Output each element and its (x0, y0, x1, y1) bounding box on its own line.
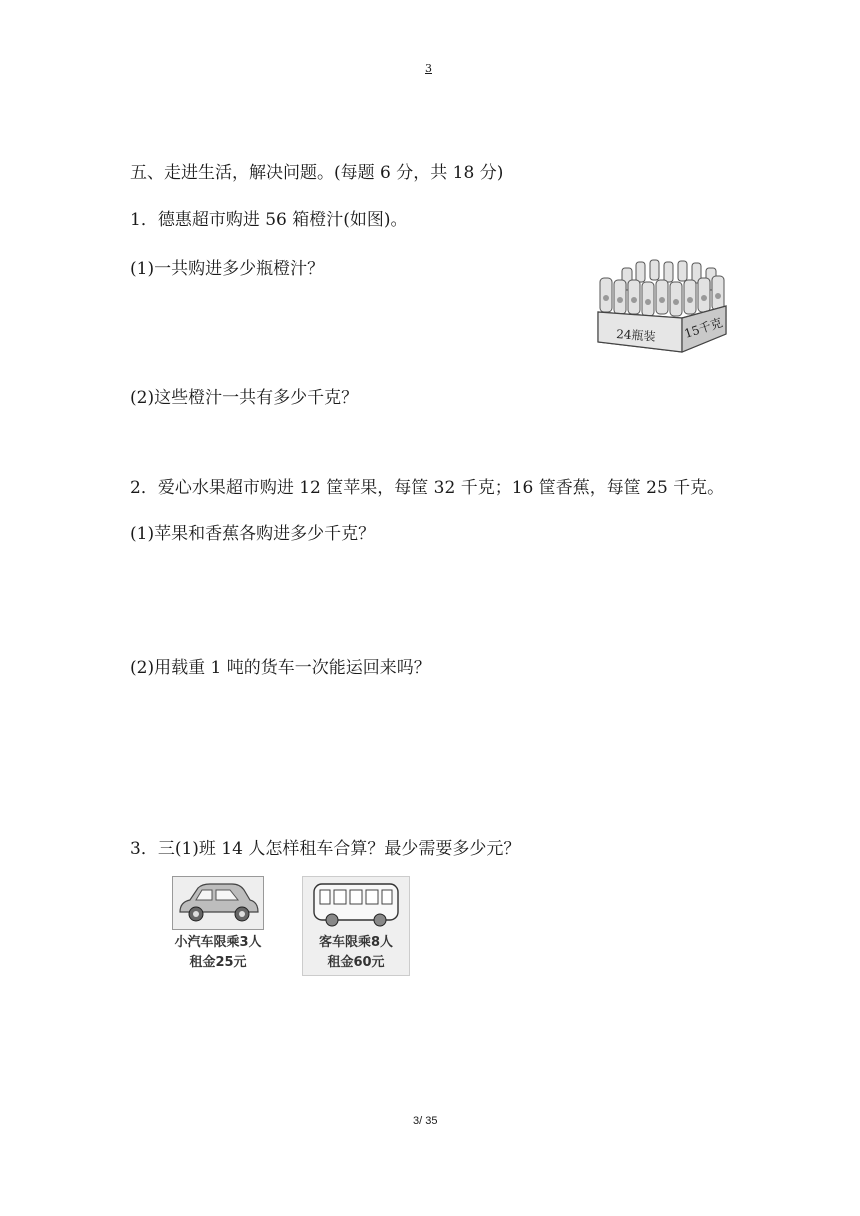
car-rental-card (172, 876, 264, 976)
car-rent-label: 租金25元 (189, 955, 247, 970)
car-icon (172, 876, 264, 930)
question-2-stem: 2．爱心水果超市购进 12 筐苹果，每筐 32 千克；16 筐香蕉，每筐 25 千克。 (130, 478, 725, 498)
crate-side-label: 15千克 (682, 315, 725, 341)
question-3-stem: 3．三(1)班 14 人怎样租车合算？最少需要多少元？ (130, 839, 521, 859)
page-footer: 3/ 35 (413, 1115, 438, 1127)
question-1-stem: 1．德惠超市购进 56 箱橙汁(如图)。 (130, 210, 408, 230)
question-1-part-2: (2)这些橙汁一共有多少千克？ (130, 388, 359, 408)
car-capacity-label: 小汽车限乘3人 (174, 935, 262, 950)
section-title: 五、走进生活，解决问题。(每题 6 分，共 18 分) (130, 163, 504, 183)
crate-front-label: 24瓶装 (615, 327, 656, 344)
bus-rent-label: 租金60元 (327, 955, 385, 970)
page-mark: 3 (425, 62, 432, 75)
bus-rental-card (302, 876, 410, 976)
juice-crate-illustration (592, 256, 732, 356)
question-2-part-2: (2)用载重 1 吨的货车一次能运回来吗？ (130, 658, 431, 678)
question-1-part-1: (1)一共购进多少瓶橙汁？ (130, 259, 325, 279)
question-2-part-1: (1)苹果和香蕉各购进多少千克？ (130, 524, 376, 544)
bus-capacity-label: 客车限乘8人 (318, 935, 394, 950)
